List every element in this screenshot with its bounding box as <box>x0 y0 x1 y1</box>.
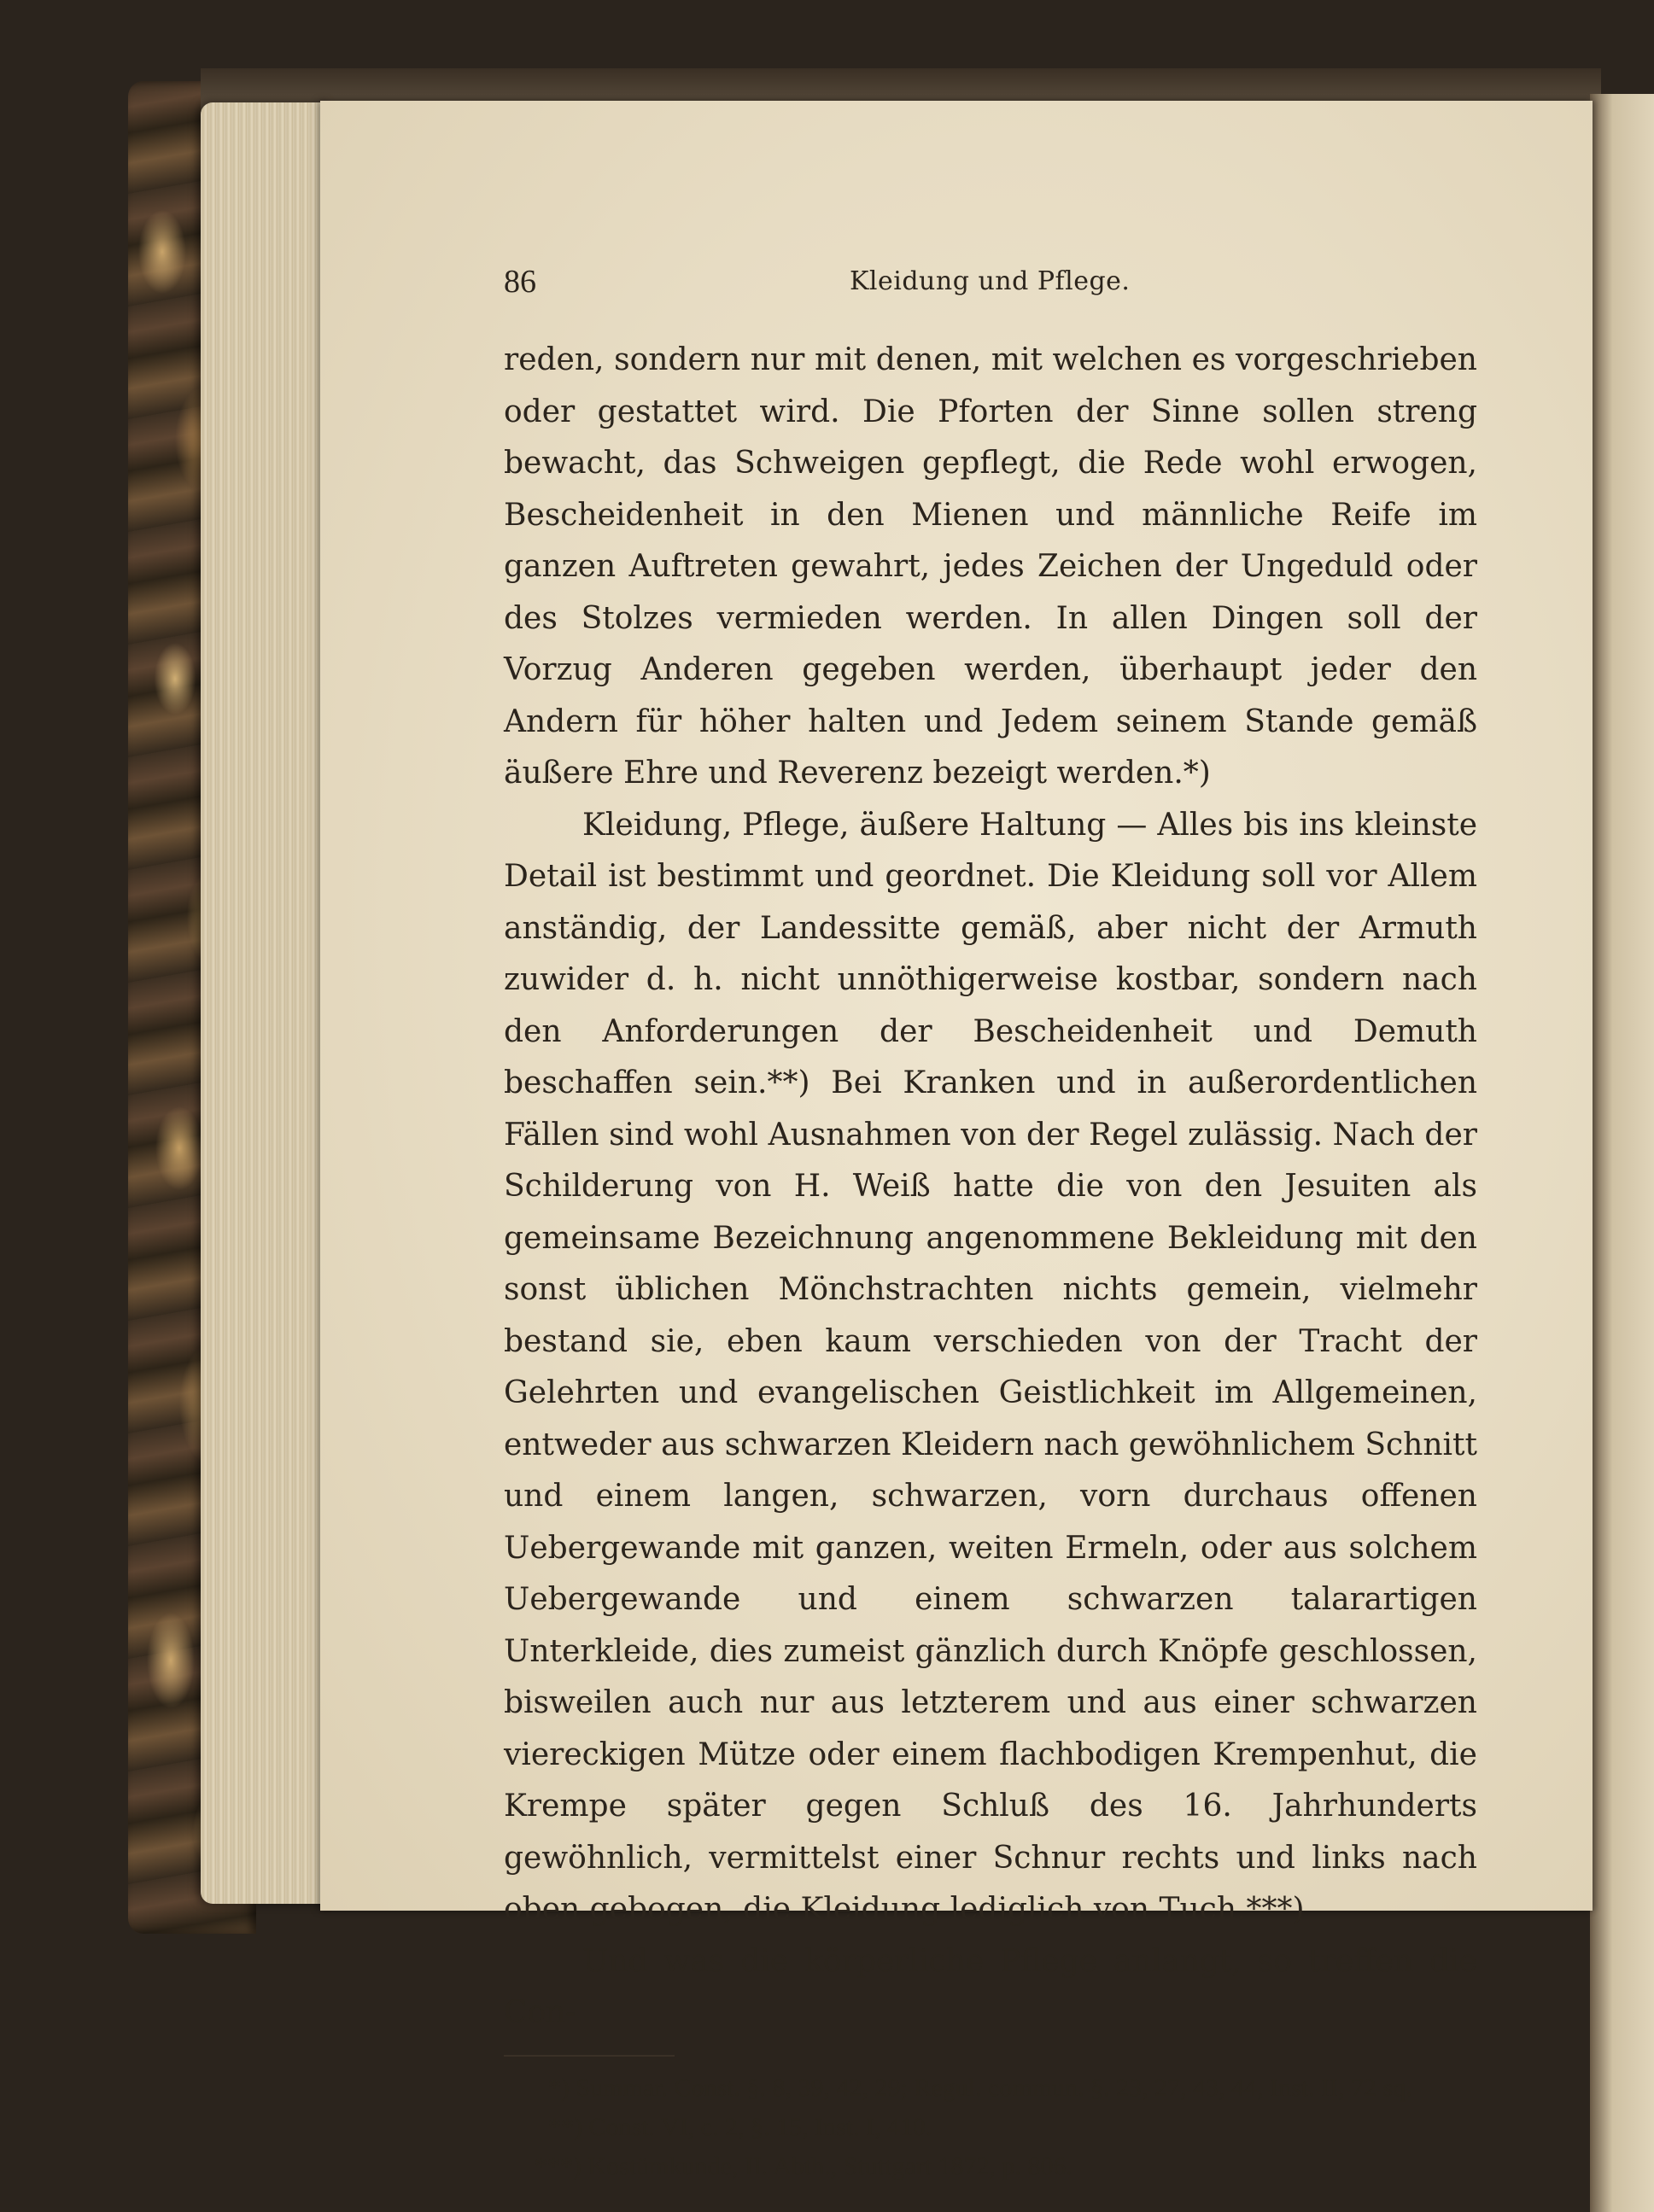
page-number: 86 <box>504 264 536 300</box>
page-content <box>504 263 1477 2186</box>
body-text <box>504 335 1477 2040</box>
footnotes <box>504 2069 1477 2186</box>
footnote-rule <box>504 2055 675 2057</box>
footnote-2: **) Const. VI, c. 2, §. 15, Inst. I, 410. <box>548 2112 932 2141</box>
footnote-1: *) Summar. Const. §. 8, 39, 42, 29; Regul. commun. §. 23, 27, 43, 44, Inst. II, 72 sq. <box>548 2073 1412 2102</box>
facing-page-edge <box>1590 94 1654 2212</box>
running-head <box>504 263 1477 314</box>
paragraph-1: reden, sondern nur mit denen, mit welchen es vorgeschrieben oder gestattet wird. Die Pforten der Sinne sollen streng bewacht, das Schweigen gepflegt, die Rede wohl erwogen, Bescheidenheit in den Mienen und männliche Reife im ganzen Auftreten gewahrt, jedes Zeichen der Ungeduld oder des Stolzes vermieden werden. In allen Dingen soll der Vorzug Anderen gegeben werden, überhaupt jeder den Andern für höher halten und Jedem seinem Stande gemäß äußere Ehre und Reverenz bezeigt werden.*) <box>504 342 1477 791</box>
paragraph-2: Kleidung, Pflege, äußere Haltung — Alles bis ins kleinste Detail ist bestimmt und geordnet. Die Kleidung soll vor Allem anständig, der Landessitte gemäß, aber nicht der Armuth zuwider d. h. nicht unnöthigerweise kostbar, sondern nach den Anforderungen der Bescheidenheit und Demuth beschaffen sein.**) Bei Kranken und in außerordentlichen Fällen sind wohl Ausnahmen von der Regel zulässig. Nach der Schilderung von H. Weiß hatte die von den Jesuiten als gemeinsame Bezeichnung angenommene Bekleidung mit den sonst üblichen Mönchstrachten nichts gemein, vielmehr bestand sie, eben kaum verschieden von der Tracht der Gelehrten und evangelischen Geistlichkeit im Allgemeinen, entweder aus schwarzen Kleidern nach gewöhnlichem Schnitt und einem langen, schwarzen, vorn durchaus offenen Uebergewande mit ganzen, weiten Ermeln, oder aus solchem Uebergewande und einem schwarzen talarartigen Unterkleide, dies zumeist gänzlich durch Knöpfe geschlossen, bisweilen auch nur aus letzterem und aus einer schwarzen viereckigen Mütze oder einem flachbodigen Krempenhut, die Krempe später gegen Schluß des 16. Jahrhunderts gewöhnlich, vermittelst einer Schnur rechts und links nach oben gebogen, die Kleidung lediglich von Tuch.***) <box>504 807 1477 1927</box>
book-page <box>320 101 1593 2180</box>
page-edges <box>201 102 329 1904</box>
footnote-3: ***) Kostümkunde, II. Abth., Stuttgart 1872, p. 806. <box>535 2151 1072 2180</box>
paragraph-3: Und was die körperliche Pflege anlangt, so treffen die Con- <box>504 1943 1477 2030</box>
running-title: Kleidung und Pflege. <box>850 266 1131 296</box>
